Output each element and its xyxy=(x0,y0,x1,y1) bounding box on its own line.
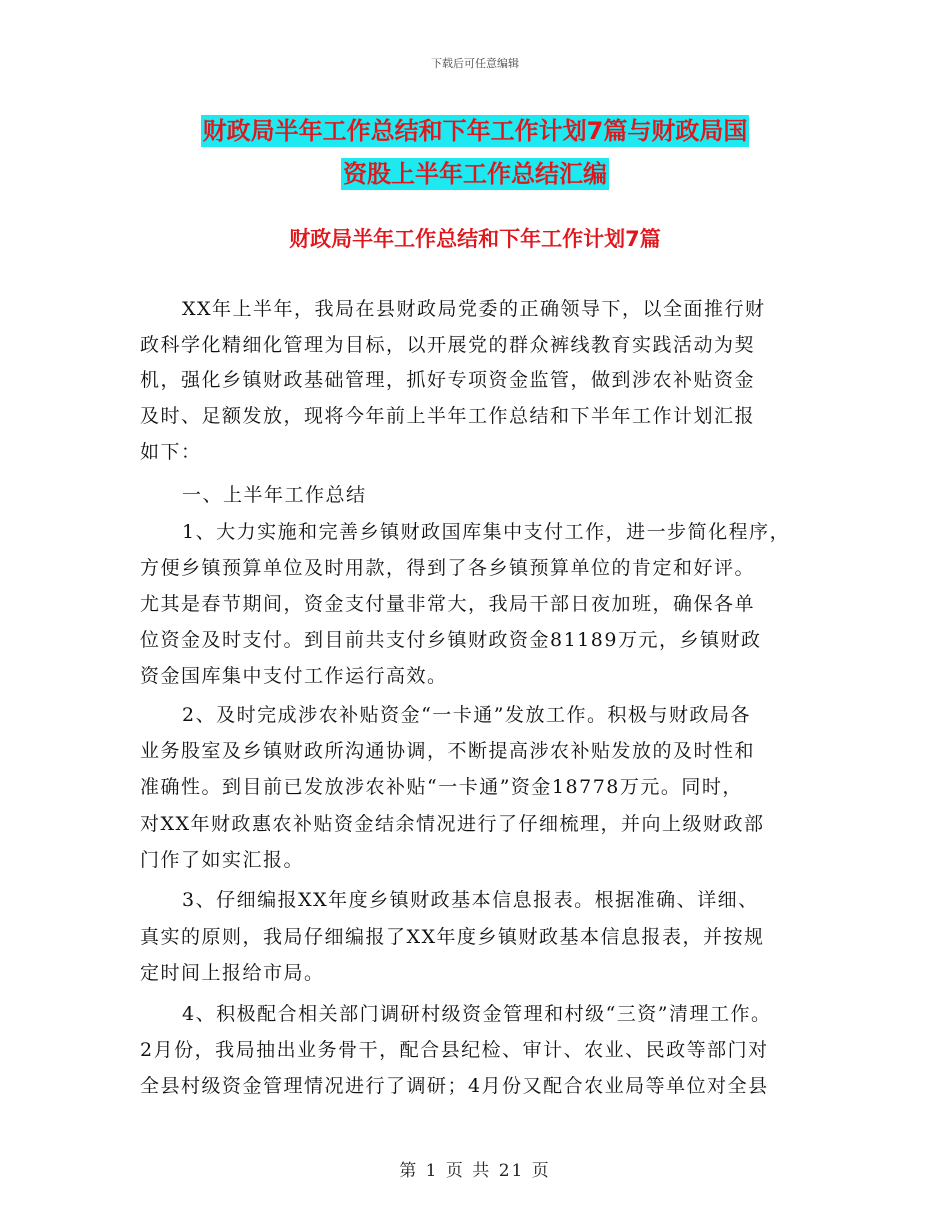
body-line: 对XX年财政惠农补贴资金结余情况进行了仔细梳理，并向上级财政部 xyxy=(140,813,765,835)
body-line: 资金国库集中支付工作运行高效。 xyxy=(140,665,448,687)
body-line: 机，强化乡镇财政基础管理，抓好专项资金监管，做到涉农补贴资金 xyxy=(140,369,756,391)
page-number-footer: 第 1 页 共 21 页 xyxy=(399,1161,551,1181)
body-line: 尤其是春节期间，资金支付量非常大，我局干部日夜加班，确保各单 xyxy=(140,593,756,615)
body-line: XX年上半年，我局在县财政局党委的正确领导下，以全面推行财 xyxy=(182,298,766,320)
body-line: 全县村级资金管理情况进行了调研；4月份又配合农业局等单位对全县 xyxy=(140,1075,769,1097)
body-line: 3、仔细编报XX年度乡镇财政基本信息报表。根据准确、详细、 xyxy=(182,889,759,911)
main-title-line-1: 财政局半年工作总结和下年工作计划7篇与财政局国 xyxy=(202,117,748,145)
section-title: 财政局半年工作总结和下年工作计划7篇 xyxy=(289,227,661,251)
body-line: 门作了如实汇报。 xyxy=(140,849,305,871)
body-line: 业务股室及乡镇财政所沟通协调，不断提高涉农补贴发放的及时性和 xyxy=(140,740,756,762)
body-line: 4、积极配合相关部门调研村级资金管理和村级“三资”清理工作。 xyxy=(182,1003,772,1025)
body-line: 1、大力实施和完善乡镇财政国库集中支付工作，进一步简化程序， xyxy=(182,521,791,543)
main-title-line-2: 资股上半年工作总结汇编 xyxy=(343,160,607,188)
body-line: 2月份，我局抽出业务骨干，配合县纪检、审计、农业、民政等部门对 xyxy=(140,1039,769,1061)
body-line: 定时间上报给市局。 xyxy=(140,962,325,984)
header-note: 下载后可任意编辑 xyxy=(431,57,519,70)
body-line: 如下： xyxy=(140,441,202,463)
body-line: 位资金及时支付。到目前共支付乡镇财政资金81189万元，乡镇财政 xyxy=(140,629,762,651)
section-heading: 一、上半年工作总结 xyxy=(182,484,367,506)
body-line: 准确性。到目前已发放涉农补贴“一卡通”资金18778万元。同时， xyxy=(140,776,743,798)
body-line: 2、及时完成涉农补贴资金“一卡通”发放工作。积极与财政局各 xyxy=(182,704,752,726)
body-line: 真实的原则，我局仔细编报了XX年度乡镇财政基本信息报表，并按规 xyxy=(140,926,765,948)
body-line: 及时、足额发放，现将今年前上半年工作总结和下半年工作计划汇报 xyxy=(140,405,756,427)
body-line: 政科学化精细化管理为目标，以开展党的群众裤线教育实践活动为契 xyxy=(140,334,756,356)
body-line: 方便乡镇预算单位及时用款，得到了各乡镇预算单位的肯定和好评。 xyxy=(140,557,756,579)
